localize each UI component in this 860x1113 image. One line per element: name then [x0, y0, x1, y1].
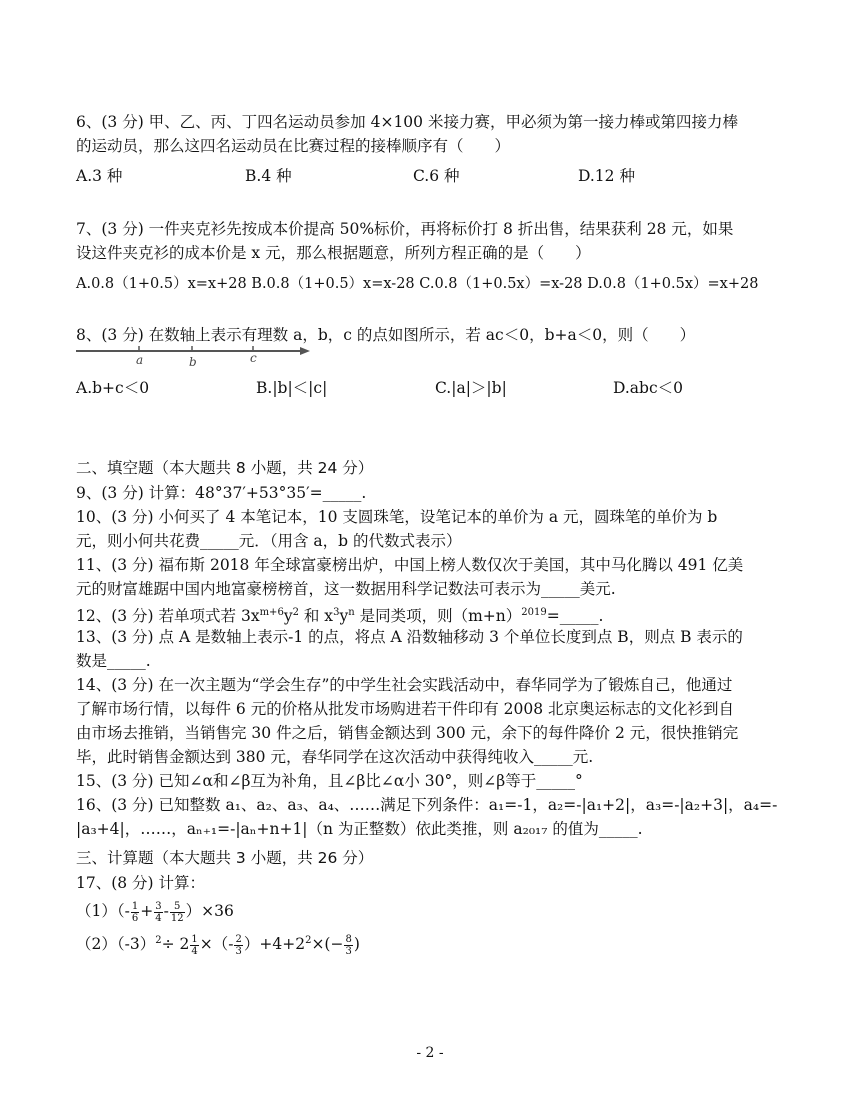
q17: 17、(8 分) 计算：: [76, 874, 206, 892]
p2-mid3: ）+4+2: [243, 935, 306, 954]
q8-option-b: B.|b|＜|c|: [256, 379, 328, 397]
q14-line1: 14、(3 分) 在一次主题为“学会生存”的中学生社会实践活动中，春华同学为了锻炼自己，他通过: [76, 676, 733, 694]
p2-fraction-2: $\frac{2}{3}$: [235, 933, 242, 957]
q7-line1: 7、(3 分) 一件夹克衫先按成本价提高 50%标价，再将标价打 8 折出售，结果获利 28 元，如果: [76, 220, 734, 238]
q12-part-a: 12、(3 分) 若单项式若 3x: [76, 607, 260, 626]
axis-label-c: c: [250, 351, 257, 365]
q16-line1: 16、(3 分) 已知整数 a₁、a₂、a₃、a₄、……满足下列条件：a₁=-1，a₂=-|a₁+2|，a₃=-|a₂+3|，a₄=-: [76, 796, 778, 814]
p1-fraction-2: $\frac{3}{4}$: [155, 900, 162, 924]
q8-option-c: C.|a|＞|b|: [435, 379, 507, 397]
q12-part-c: 和 x: [298, 607, 334, 626]
q9: 9、(3 分) 计算：48°37′+53°35′=_____.: [76, 484, 367, 502]
q12-exp-3: 3: [333, 607, 340, 618]
p2-exp: 2: [155, 935, 162, 946]
p2-mid4: ×(−: [311, 935, 344, 954]
q12-exp-5: 2019: [521, 607, 547, 618]
p1-prefix: （1）（-: [76, 902, 130, 920]
q7-options: A.0.8（1+0.5）x=x+28 B.0.8（1+0.5）x=x-28 C.0.8（1+0.5x）=x-28 D.0.8（1+0.5x）=x+28: [76, 276, 759, 292]
p2-suffix: ): [353, 935, 360, 954]
q14-line4: 毕，此时销售金额达到 380 元，春华同学在这次活动中获得纯收入_____元.: [76, 748, 594, 766]
section3-title: 三、计算题（本大题共 3 小题，共 26 分）: [76, 849, 374, 867]
q6-option-a: A.3 种: [76, 167, 123, 185]
p2-mid2: ×（-: [199, 935, 234, 954]
page-number: - 2 -: [416, 1045, 444, 1061]
q8-option-a: A.b+c＜0: [76, 379, 150, 397]
q11-line2: 元的财富雄踞中国内地富豪榜榜首，这一数据用科学记数法可表示为_____美元.: [76, 580, 616, 598]
p1-minus: -: [163, 902, 169, 920]
q6-option-d: D.12 种: [578, 167, 635, 185]
q13-line1: 13、(3 分) 点 A 是数轴上表示-1 的点，将点 A 沿数轴移动 3 个单位长度到点 B，则点 B 表示的: [76, 628, 743, 646]
number-line-figure: [76, 340, 316, 370]
p1-suffix: ）×36: [185, 902, 234, 920]
p2-mid: ÷ 2: [161, 935, 190, 954]
q17-part1: [76, 899, 234, 924]
q6-option-b: B.4 种: [245, 167, 292, 185]
p1-fraction-3: $\frac{5}{12}$: [170, 900, 184, 924]
q14-line2: 了解市场行情，以每件 6 元的价格从批发市场购进若干件印有 2008 北京奥运标志的文化衫到自: [76, 700, 735, 718]
p2-fraction-3: $\frac{8}{3}$: [345, 933, 352, 957]
q12-part-e: 是同类项，则（m+n）: [354, 607, 522, 626]
q11-line1: 11、(3 分) 福布斯 2018 年全球富豪榜出炉，中国上榜人数仅次于美国，其中马化腾以 491 亿美: [76, 556, 744, 574]
q12-exp-4: n: [348, 607, 355, 618]
q12-exp-2: 2: [292, 607, 299, 618]
q16-line2: |a₃+4|，……，aₙ₊₁=-|aₙ+n+1|（n 为正整数）依此类推，则 a₂₀₁₇ 的值为_____.: [76, 820, 643, 838]
q12-part-d: y: [339, 607, 349, 626]
q10-line2: 元，则小何共花费_____元．（用含 a，b 的代数式表示）: [76, 532, 462, 550]
q12-part-f: =_____.: [546, 607, 604, 626]
q8-option-d: D.abc＜0: [613, 379, 684, 397]
section2-title: 二、填空题（本大题共 8 小题，共 24 分）: [76, 459, 374, 477]
axis-label-a: a: [136, 353, 144, 367]
axis-label-b: b: [189, 355, 197, 369]
q6-line2: 的运动员，那么这四名运动员在比赛过程的接棒顺序有（ ）: [76, 137, 511, 155]
q13-line2: 数是_____.: [76, 652, 151, 670]
number-line-arrow: [300, 347, 310, 355]
p1-plus: +: [140, 902, 154, 920]
q14-line3: 由市场去推销，当销售完 30 件之后，销售金额达到 300 元，余下的每件降价 2 元，很快推销完: [76, 724, 739, 742]
q8-line1: 8、(3 分) 在数轴上表示有理数 a，b，c 的点如图所示，若 ac＜0，b+a＜0，则（ ）: [76, 326, 696, 344]
p2-fraction-1: $\frac{1}{4}$: [191, 933, 198, 957]
q6-option-c: C.6 种: [413, 167, 460, 185]
p1-fraction-1: $\frac{1}{6}$: [131, 900, 139, 924]
q12-part-b: y: [283, 607, 293, 626]
q6-line1: 6、(3 分) 甲、乙、丙、丁四名运动员参加 4×100 米接力赛，甲必须为第一接力棒或第四接力棒: [76, 113, 738, 131]
q17-part2: [76, 929, 360, 957]
q10-line1: 10、(3 分) 小何买了 4 本笔记本，10 支圆珠笔，设笔记本的单价为 a 元，圆珠笔的单价为 b: [76, 508, 718, 526]
q12-exp-1: m+6: [259, 607, 284, 618]
p2-exp2: 2: [305, 935, 312, 946]
q15: 15、(3 分) 已知∠α和∠β互为补角，且∠β比∠α小 30°，则∠β等于_____°: [76, 772, 583, 790]
p2-prefix: （2）（-3）: [76, 935, 156, 954]
q7-line2: 设这件夹克衫的成本价是 x 元，那么根据题意，所列方程正确的是（ ）: [76, 244, 591, 262]
